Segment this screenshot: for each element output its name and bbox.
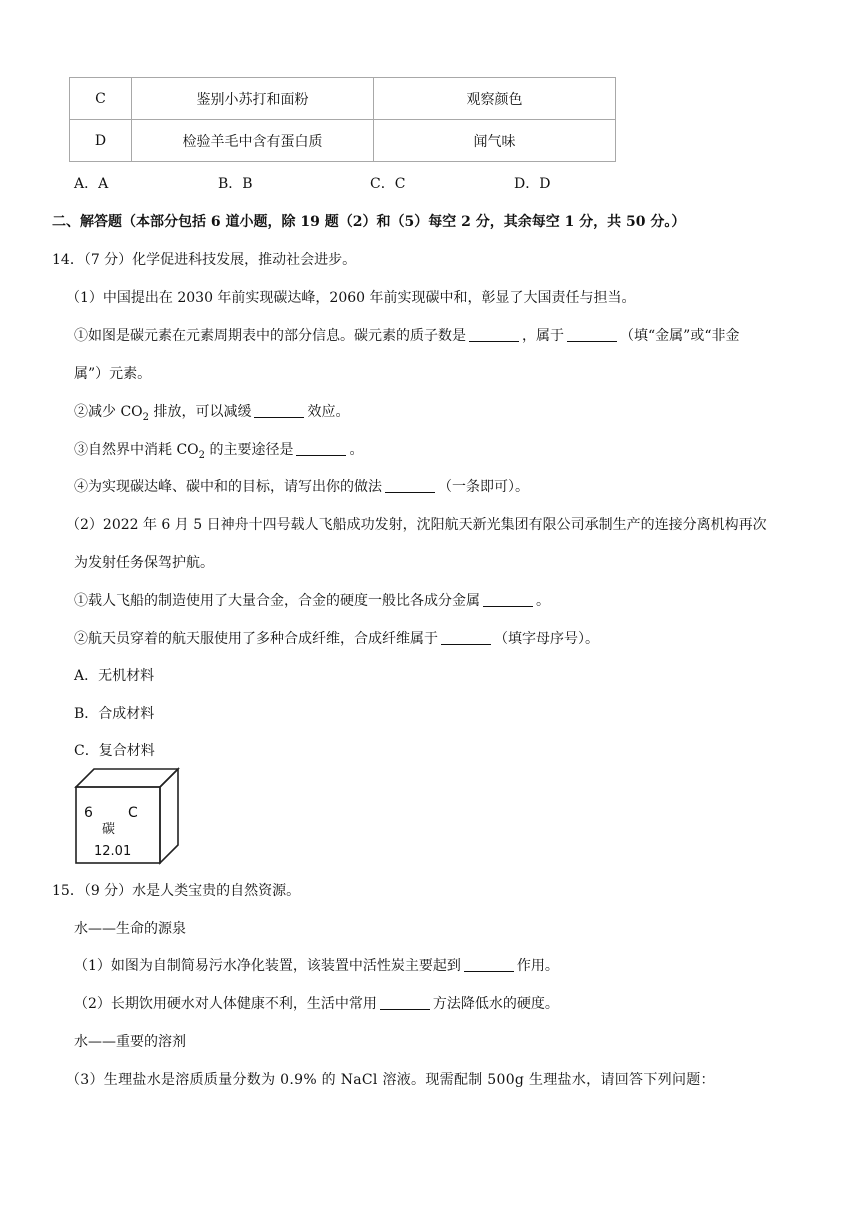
answer-blank[interactable] <box>296 441 346 456</box>
q15-part3: （3）生理盐水是溶质质量分数为 0.9% 的 NaCl 溶液。现需配制 500g 生理盐水，请回答下列问题： <box>66 1072 715 1088</box>
q14-sub4: ④为实现碳达峰、碳中和的目标，请写出你的做法 （一条即可）。 <box>74 479 529 495</box>
answer-blank[interactable] <box>464 957 514 972</box>
q14-part1: （1）中国提出在 2030 年前实现碳达峰，2060 年前实现碳中和，彰显了大国责任与担当。 <box>66 290 636 306</box>
answer-blank[interactable] <box>469 327 519 342</box>
q15-title: 15．（9 分）水是人类宝贵的自然资源。 <box>52 883 301 899</box>
row-purpose: 鉴别小苏打和面粉 <box>132 78 374 120</box>
element-symbol: C <box>128 805 138 821</box>
answer-blank[interactable] <box>254 403 304 418</box>
q14-sub2: ②减少 $CO_2$ 排放，可以减缓 效应。 <box>74 404 350 423</box>
choice-c: C．C <box>370 176 406 192</box>
row-letter: D <box>70 120 132 162</box>
answer-blank[interactable] <box>483 592 533 607</box>
q15-heading-1: 水——生命的源泉 <box>74 921 186 937</box>
q15-part1: （1）如图为自制简易污水净化装置，该装置中活性炭主要起到 作用。 <box>74 958 559 974</box>
row-purpose: 检验羊毛中含有蛋白质 <box>132 120 374 162</box>
q15-heading-2: 水——重要的溶剂 <box>74 1034 186 1050</box>
q14-sub5: ①载人飞船的制造使用了大量合金，合金的硬度一般比各成分金属 。 <box>74 593 550 609</box>
row-method: 观察颜色 <box>374 78 616 120</box>
q15-part2: （2）长期饮用硬水对人体健康不利，生活中常用 方法降低水的硬度。 <box>74 996 559 1012</box>
q14-sub3: ③自然界中消耗 $CO_2$ 的主要途径是 。 <box>74 442 364 461</box>
element-number: 6 <box>84 805 93 821</box>
row-letter: C <box>70 78 132 120</box>
option-b: B．合成材料 <box>74 706 155 722</box>
choice-a: A．A <box>74 176 109 192</box>
q14-sub6: ②航天员穿着的航天服使用了多种合成纤维，合成纤维属于 （填字母序号）。 <box>74 631 599 647</box>
answer-blank[interactable] <box>441 630 491 645</box>
element-mass: 12.01 <box>94 844 132 859</box>
q14-title: 14．（7 分）化学促进科技发展，推动社会进步。 <box>52 252 357 268</box>
table-row <box>70 120 616 162</box>
section-heading: 二、解答题（本部分包括 6 道小题，除 19 题（2）和（5）每空 2 分，其余每空 1 分，共 50 分。） <box>52 214 686 230</box>
options-table <box>69 77 616 162</box>
element-name: 碳 <box>102 822 116 837</box>
periodic-table-card <box>72 765 182 867</box>
answer-blank[interactable] <box>385 478 435 493</box>
q14-part2-cont: 为发射任务保驾护航。 <box>74 555 214 571</box>
choice-b: B．B <box>218 176 253 192</box>
q14-sub1: ①如图是碳元素在元素周期表中的部分信息。碳元素的质子数是 ，属于 （填“金属”或“非金 <box>74 328 740 344</box>
choice-d: D．D <box>514 176 551 192</box>
table-row <box>70 78 616 120</box>
option-c: C．复合材料 <box>74 743 155 759</box>
q14-sub1-cont: 属”）元素。 <box>74 366 152 382</box>
card-side-face <box>160 769 178 863</box>
q14-part2: （2）2022 年 6 月 5 日神舟十四号载人飞船成功发射，沈阳航天新光集团有限公司承制生产的连接分离机构再次 <box>66 517 767 533</box>
answer-blank[interactable] <box>567 327 617 342</box>
row-method: 闻气味 <box>374 120 616 162</box>
answer-blank[interactable] <box>380 995 430 1010</box>
option-a: A．无机材料 <box>74 668 155 684</box>
